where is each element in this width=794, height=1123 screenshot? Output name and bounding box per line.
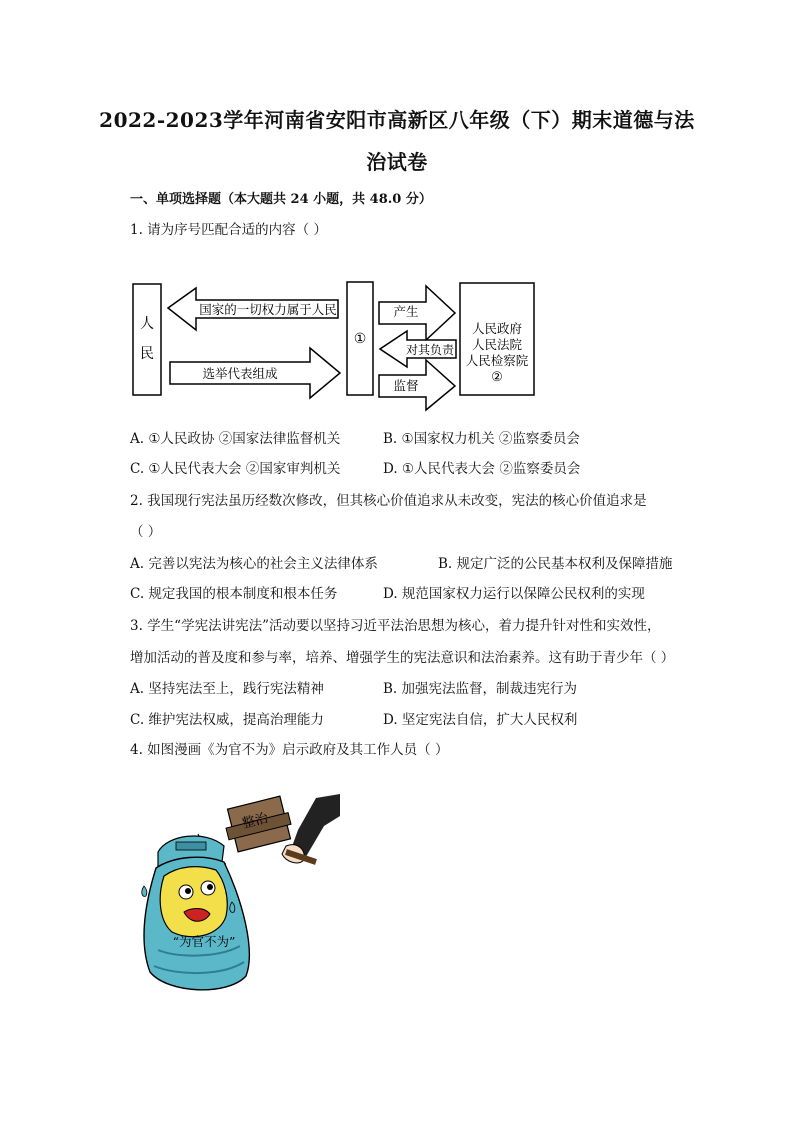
arrow-bottom-label: 选举代表组成 — [202, 366, 278, 381]
center-label: ① — [353, 331, 367, 347]
organ-blank-2: ② — [491, 370, 503, 385]
right-pupil — [207, 884, 213, 890]
hat-band — [176, 842, 206, 850]
q4-stem: 4. 如图漫画《为官不为》启示政府及其工作人员（ ） — [130, 742, 449, 758]
organ-procuratorate: 人民检察院 — [465, 353, 529, 368]
arrow-top-label: 国家的一切权力属于人民 — [199, 302, 337, 317]
q1-option-a: A. ①人民政协 ②国家法律监督机关 — [130, 431, 341, 447]
people-box — [133, 284, 161, 395]
q3-option-c: C. 维护宪法权威，提高治理能力 — [130, 712, 324, 728]
q4-cartoon — [128, 790, 340, 1000]
q2-option-d: D. 规范国家权力运行以保障公民权利的实现 — [383, 586, 645, 602]
q2-stem-line2: （ ） — [130, 524, 162, 540]
q3-stem-line1: 3. 学生“学宪法讲宪法”活动要以坚持习近平法治思想为核心，着力提升针对性和实效性， — [130, 618, 661, 634]
official-face — [160, 867, 227, 937]
q3-option-a: A. 坚持宪法至上，践行宪法精神 — [130, 681, 324, 697]
hammer-label: 整治 — [240, 810, 270, 832]
exam-title-line2: 治试卷 — [366, 150, 428, 174]
organ-court: 人民法院 — [471, 337, 523, 352]
organ-govt: 人民政府 — [471, 321, 523, 336]
arrow-supervise-label: 监督 — [393, 378, 419, 393]
people-label-1: 人 — [140, 316, 154, 332]
q1-option-b: B. ①国家权力机关 ②监察委员会 — [383, 431, 580, 447]
q2-option-c: C. 规定我国的根本制度和根本任务 — [130, 586, 338, 602]
exam-title-line1: 2022-2023学年河南省安阳市高新区八年级（下）期末道德与法 — [99, 108, 695, 132]
q1-stem: 1. 请为序号匹配合适的内容（ ） — [130, 222, 327, 238]
q2-option-a: A. 完善以宪法为核心的社会主义法律体系 — [130, 556, 378, 572]
people-label-2: 民 — [140, 346, 154, 362]
q2-option-b: B. 规定广泛的公民基本权利及保障措施 — [438, 556, 673, 572]
q1-option-d: D. ①人民代表大会 ②监察委员会 — [383, 461, 581, 477]
q2-stem-line1: 2. 我国现行宪法虽历经数次修改，但其核心价值追求从未改变，宪法的核心价值追求是 — [130, 493, 647, 509]
q3-option-b: B. 加强宪法监督，制裁违宪行为 — [383, 681, 578, 697]
left-pupil — [185, 888, 191, 894]
arrow-responsible-label: 对其负责 — [405, 343, 455, 357]
section-heading: 一、单项选择题（本大题共 24 小题，共 48.0 分） — [130, 192, 432, 207]
body-label: “为官不为” — [172, 934, 236, 949]
arrow-produce-label: 产生 — [393, 304, 419, 319]
q3-stem-line2: 增加活动的普及度和参与率，培养、增强学生的宪法意识和法治素养。这有助于青少年（ ） — [130, 650, 675, 666]
q1-diagram — [128, 276, 540, 412]
q3-option-d: D. 坚定宪法自信，扩大人民权利 — [383, 712, 578, 728]
q1-option-c: C. ①人民代表大会 ②国家审判机关 — [130, 461, 341, 477]
